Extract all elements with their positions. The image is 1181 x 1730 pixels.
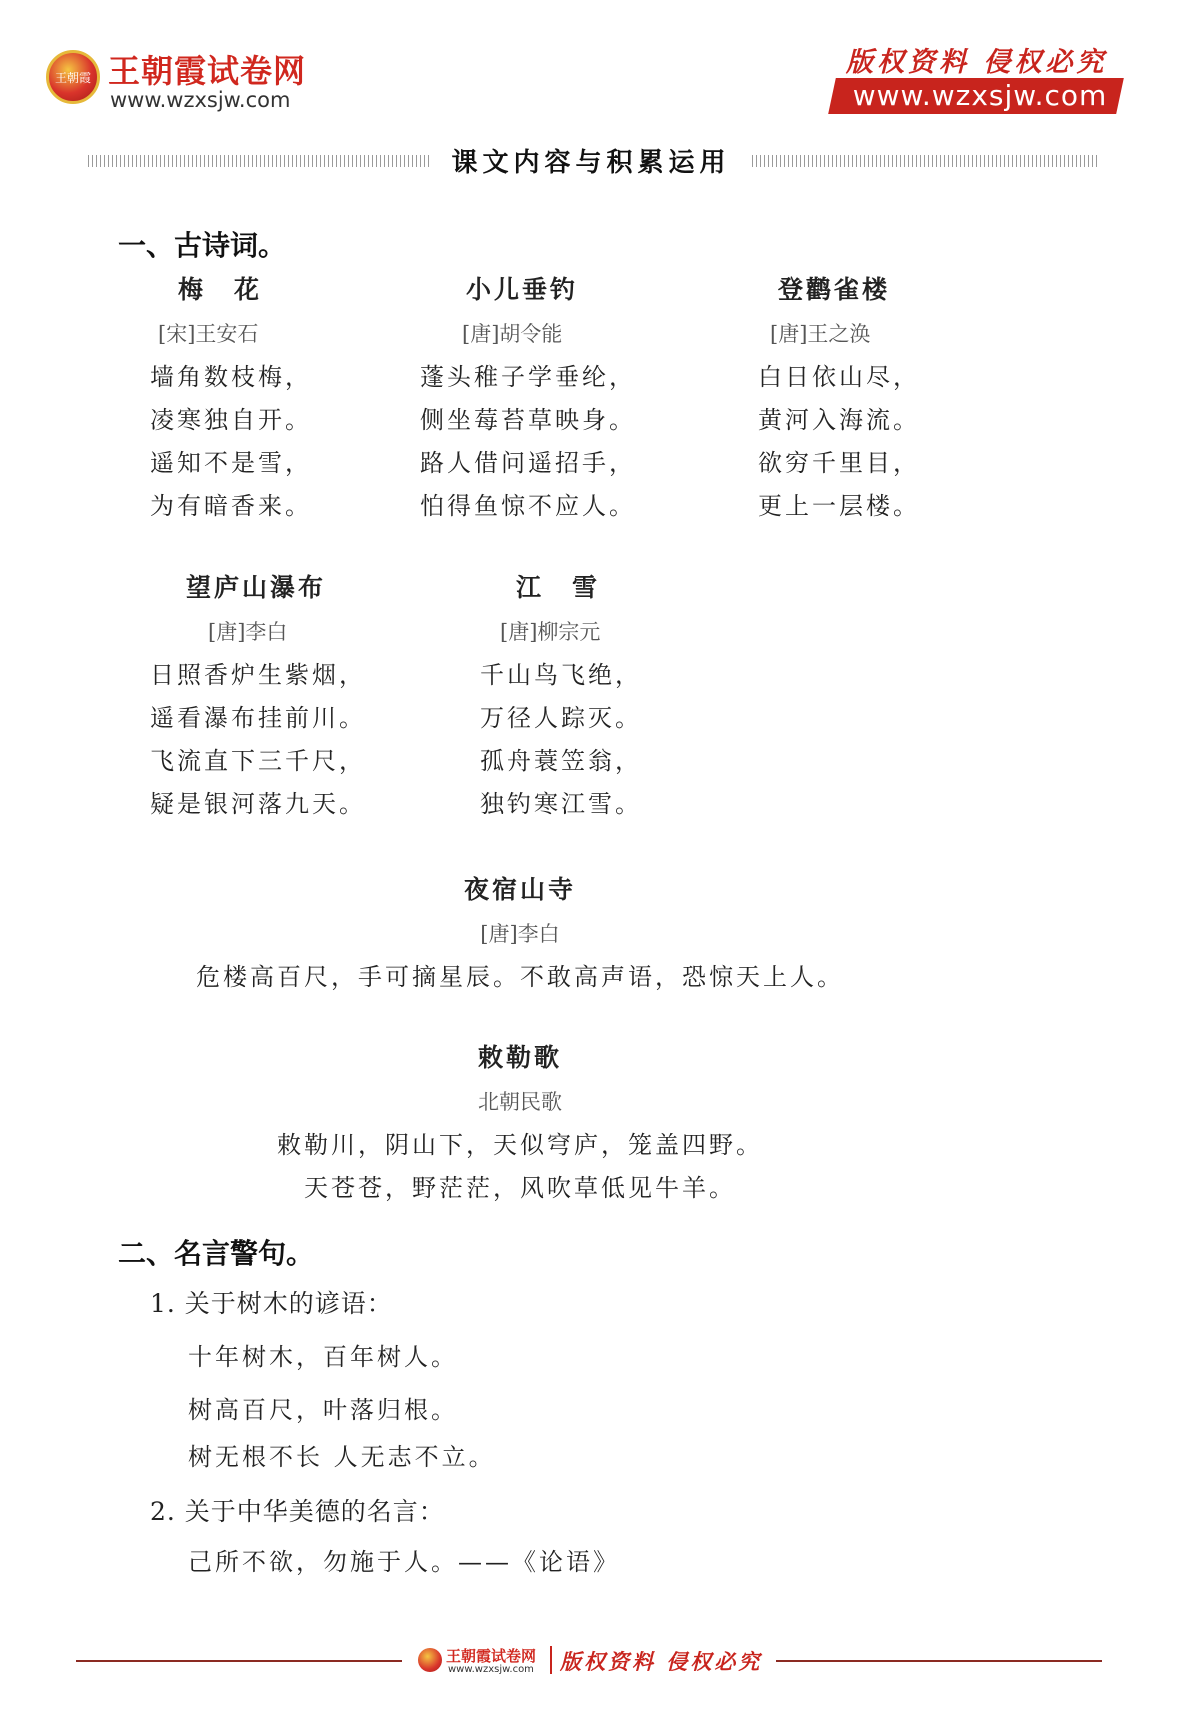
section-title: 课文内容与积累运用 [451, 148, 731, 178]
poem-line: 白日依山尽， [758, 363, 920, 391]
url-banner-text: www.wzxsjw.com [852, 79, 1108, 112]
saying-item: 树无根不长 人无志不立。 [188, 1443, 496, 1471]
footer-logo-badge [418, 1648, 442, 1672]
poem-block [150, 568, 450, 826]
poem-author: [唐]李白 [480, 922, 560, 946]
poem-title: 梅 花 [178, 275, 263, 304]
poem-line: 敕勒川，阴山下，天似穹庐，笼盖四野。 [277, 1131, 763, 1159]
poem-author: [唐]柳宗元 [500, 620, 601, 644]
poem-line: 遥知不是雪， [150, 449, 312, 477]
poem-author: 北朝民歌 [478, 1090, 562, 1114]
poem-line: 怕得鱼惊不应人。 [420, 492, 636, 520]
footer-url: www.wzxsjw.com [448, 1664, 534, 1675]
poem-block [150, 270, 450, 528]
poem-line: 路人借问遥招手， [420, 449, 636, 477]
poem-title: 登鹳雀楼 [778, 275, 891, 304]
poem-line: 蓬头稚子学垂纶， [420, 363, 636, 391]
poem-line: 天苍苍，野茫茫，风吹草低见牛羊。 [304, 1174, 736, 1202]
footer-rule-right [776, 1660, 1102, 1662]
section-divider-left [88, 155, 430, 167]
saying-item: 十年树木，百年树人。 [188, 1343, 458, 1371]
poem-author: [宋]王安石 [158, 322, 259, 346]
poem-line: 疑是银河落九天。 [150, 790, 366, 818]
poem-title: 小儿垂钓 [466, 275, 579, 304]
poem-block [0, 1038, 1040, 1210]
poem-line: 独钓寒江雪。 [480, 790, 642, 818]
poem-line: 万径人踪灭。 [480, 704, 642, 732]
saying-group-heading: 1. 关于树木的谚语： [150, 1289, 393, 1318]
section-divider-right [752, 155, 1097, 167]
saying-group-heading: 2. 关于中华美德的名言： [150, 1497, 445, 1526]
heading-famous-sayings: 二、名言警句。 [118, 1237, 315, 1270]
poem-block [758, 270, 1058, 528]
heading-ancient-poems: 一、古诗词。 [118, 229, 287, 262]
poem-title: 夜宿山寺 [463, 875, 576, 904]
copyright-notice: 版权资料 侵权必究 [846, 47, 1108, 78]
poem-line: 遥看瀑布挂前川。 [150, 704, 366, 732]
poem-block [420, 270, 720, 528]
poem-line: 日照香炉生紫烟， [150, 661, 366, 689]
footer-rule-left [76, 1660, 402, 1662]
poem-title: 江 雪 [516, 573, 601, 602]
poem-line: 墙角数枝梅， [150, 363, 312, 391]
logo-brand: 王朝霞试卷网 [108, 52, 307, 90]
poem-author: [唐]胡令能 [462, 322, 563, 346]
poem-block [0, 870, 1040, 999]
poem-block [480, 568, 780, 826]
footer-copyright: 版权资料 侵权必究 [560, 1649, 763, 1674]
footer-brand: 王朝霞试卷网 [446, 1647, 537, 1665]
poem-line: 危楼高百尺，手可摘星辰。不敢高声语，恐惊天上人。 [196, 963, 844, 991]
footer-divider [550, 1646, 552, 1674]
poem-line: 黄河入海流。 [758, 406, 920, 434]
saying-item: 树高百尺，叶落归根。 [188, 1396, 458, 1424]
poem-title: 望庐山瀑布 [186, 573, 327, 602]
logo-url: www.wzxsjw.com [110, 88, 291, 112]
poem-line: 飞流直下三千尺， [150, 747, 366, 775]
saying-item: 己所不欲，勿施于人。——《论语》 [188, 1548, 620, 1576]
poem-line: 凌寒独自开。 [150, 406, 312, 434]
logo-badge [46, 50, 100, 104]
poem-line: 欲穷千里目， [758, 449, 920, 477]
poem-line: 为有暗香来。 [150, 492, 312, 520]
poem-line: 孤舟蓑笠翁， [480, 747, 642, 775]
poem-line: 更上一层楼。 [758, 492, 920, 520]
poem-title: 敕勒歌 [477, 1043, 562, 1072]
poem-line: 侧坐莓苔草映身。 [420, 406, 636, 434]
poem-line: 千山鸟飞绝， [480, 661, 642, 689]
logo-mark: 王朝霞 [54, 70, 91, 85]
poem-author: [唐]李白 [208, 620, 288, 644]
poem-author: [唐]王之涣 [770, 322, 871, 346]
